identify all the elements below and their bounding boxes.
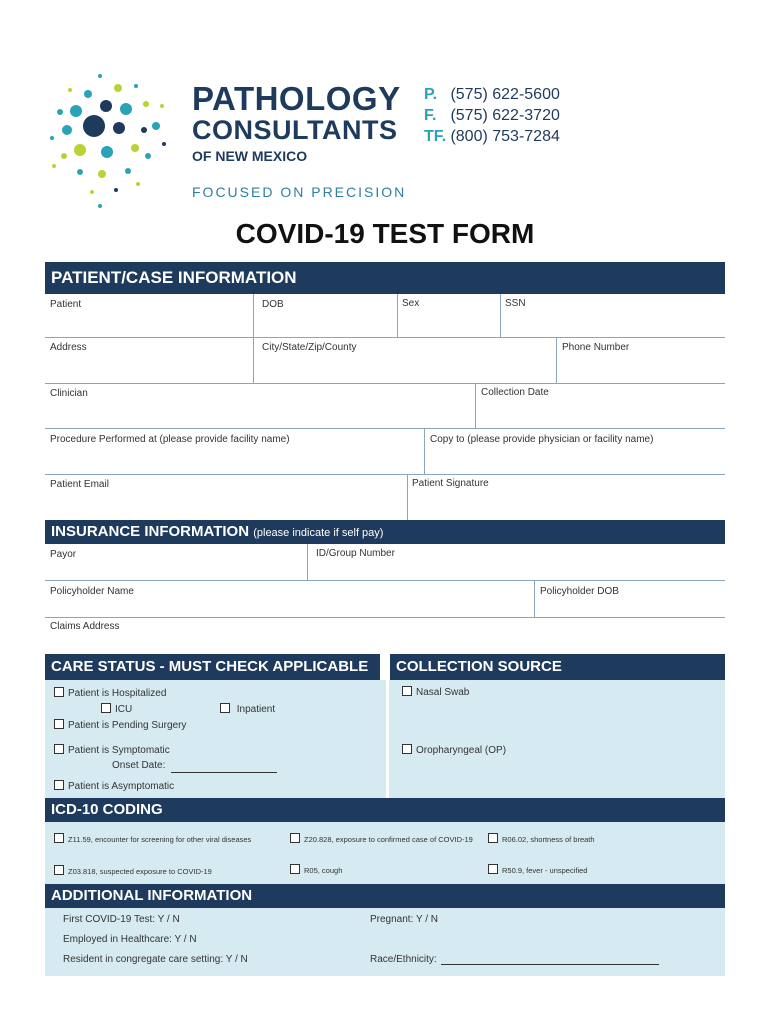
checkbox[interactable]	[290, 864, 300, 874]
divider	[253, 337, 254, 383]
divider	[500, 294, 501, 338]
procedure-label: Procedure Performed at (please provide facility name)	[50, 434, 290, 445]
divider	[556, 337, 557, 383]
pregnant-field[interactable]: Pregnant: Y / N	[370, 914, 439, 925]
oropharyngeal-option[interactable]: Oropharyngeal (OP)	[402, 744, 506, 756]
care-status-heading: CARE STATUS - MUST CHECK APPLICABLE	[45, 654, 380, 680]
inpatient-option[interactable]: Inpatient	[220, 703, 275, 715]
group-number-label: ID/Group Number	[316, 548, 395, 559]
race-ethnicity-field[interactable]	[441, 964, 659, 965]
collection-date-label: Collection Date	[481, 387, 549, 398]
divider	[45, 474, 725, 475]
brand-name-line2: CONSULTANTS	[192, 115, 398, 145]
contact-phone: P. (575) 622-5600	[424, 86, 560, 103]
onset-date-label: Onset Date:	[112, 760, 166, 771]
checkbox[interactable]	[290, 833, 300, 843]
divider	[407, 474, 408, 520]
icd-z03-818-option[interactable]: Z03.818, suspected exposure to COVID-19	[54, 865, 212, 876]
ssn-label: SSN	[505, 298, 526, 309]
phone-label: Phone Number	[562, 342, 630, 353]
divider	[424, 428, 425, 474]
pending-surgery-option[interactable]: Patient is Pending Surgery	[54, 719, 186, 731]
contact-block	[424, 84, 560, 147]
brand-tagline: FOCUSED ON PRECISION	[192, 184, 407, 200]
policyholder-name-label: Policyholder Name	[50, 586, 134, 597]
divider	[307, 544, 308, 580]
divider	[45, 383, 725, 384]
insurance-section-heading: INSURANCE INFORMATION (please indicate if self pay)	[45, 520, 725, 544]
checkbox[interactable]	[54, 780, 64, 790]
checkbox[interactable]	[101, 703, 111, 713]
icd-r50-9-option[interactable]: R50.9, fever - unspecified	[488, 864, 587, 875]
onset-date-field[interactable]	[171, 772, 277, 773]
additional-info-heading: ADDITIONAL INFORMATION	[45, 884, 725, 908]
payor-label: Payor	[50, 549, 77, 560]
patient-label: Patient	[50, 299, 82, 310]
checkbox[interactable]	[488, 833, 498, 843]
divider	[45, 617, 725, 618]
divider	[45, 337, 725, 338]
first-test-field[interactable]: First COVID-19 Test: Y / N	[63, 914, 180, 925]
signature-label: Patient Signature	[412, 478, 489, 489]
hospitalized-option[interactable]: Patient is Hospitalized	[54, 687, 166, 699]
divider	[397, 294, 398, 338]
collection-source-heading: COLLECTION SOURCE	[390, 654, 725, 680]
checkbox[interactable]	[54, 865, 64, 875]
patient-section-heading: PATIENT/CASE INFORMATION	[45, 262, 725, 294]
icd-z11-59-option[interactable]: Z11.59, encounter for screening for other viral diseases	[54, 833, 251, 844]
divider	[475, 383, 476, 429]
divider	[534, 580, 535, 617]
race-ethnicity-label: Race/Ethnicity:	[370, 954, 437, 965]
checkbox[interactable]	[220, 703, 230, 713]
brand-name-line3: OF NEW MEXICO	[192, 148, 308, 164]
checkbox[interactable]	[402, 686, 412, 696]
sex-label: Sex	[402, 298, 420, 309]
asymptomatic-option[interactable]: Patient is Asymptomatic	[54, 780, 174, 792]
checkbox[interactable]	[402, 744, 412, 754]
checkbox[interactable]	[54, 687, 64, 697]
email-label: Patient Email	[50, 479, 109, 490]
congregate-care-field[interactable]: Resident in congregate care setting: Y / N	[63, 954, 248, 965]
copy-to-label: Copy to (please provide physician or facility name)	[430, 434, 654, 445]
checkbox[interactable]	[54, 744, 64, 754]
healthcare-employment-field[interactable]: Employed in Healthcare: Y / N	[63, 934, 197, 945]
brand-name-line1: PATHOLOGY	[192, 80, 401, 117]
nasal-swab-option[interactable]: Nasal Swab	[402, 686, 469, 698]
icd-r06-02-option[interactable]: R06.02, shortness of breath	[488, 833, 595, 844]
divider	[253, 294, 254, 338]
clinician-label: Clinician	[50, 388, 88, 399]
company-logo-icon	[40, 66, 180, 216]
claims-address-label: Claims Address	[50, 621, 120, 632]
icd-z20-828-option[interactable]: Z20.828, exposure to confirmed case of COVID-19	[290, 833, 473, 844]
contact-fax: F. (575) 622-3720	[424, 107, 560, 124]
address-label: Address	[50, 342, 87, 353]
icu-option[interactable]: ICU	[101, 703, 132, 715]
dob-label: DOB	[262, 299, 284, 310]
icd10-heading: ICD-10 CODING	[45, 798, 725, 822]
divider	[45, 580, 725, 581]
symptomatic-option[interactable]: Patient is Symptomatic	[54, 744, 170, 756]
checkbox[interactable]	[54, 833, 64, 843]
checkbox[interactable]	[54, 719, 64, 729]
checkbox[interactable]	[488, 864, 498, 874]
divider	[386, 654, 389, 798]
icd-r05-option[interactable]: R05, cough	[290, 864, 342, 875]
city-state-zip-label: City/State/Zip/County	[262, 342, 357, 353]
contact-tollfree: TF. (800) 753-7284	[424, 128, 560, 145]
policyholder-dob-label: Policyholder DOB	[540, 586, 619, 597]
form-title: COVID-19 TEST FORM	[235, 218, 535, 249]
divider	[45, 428, 725, 429]
